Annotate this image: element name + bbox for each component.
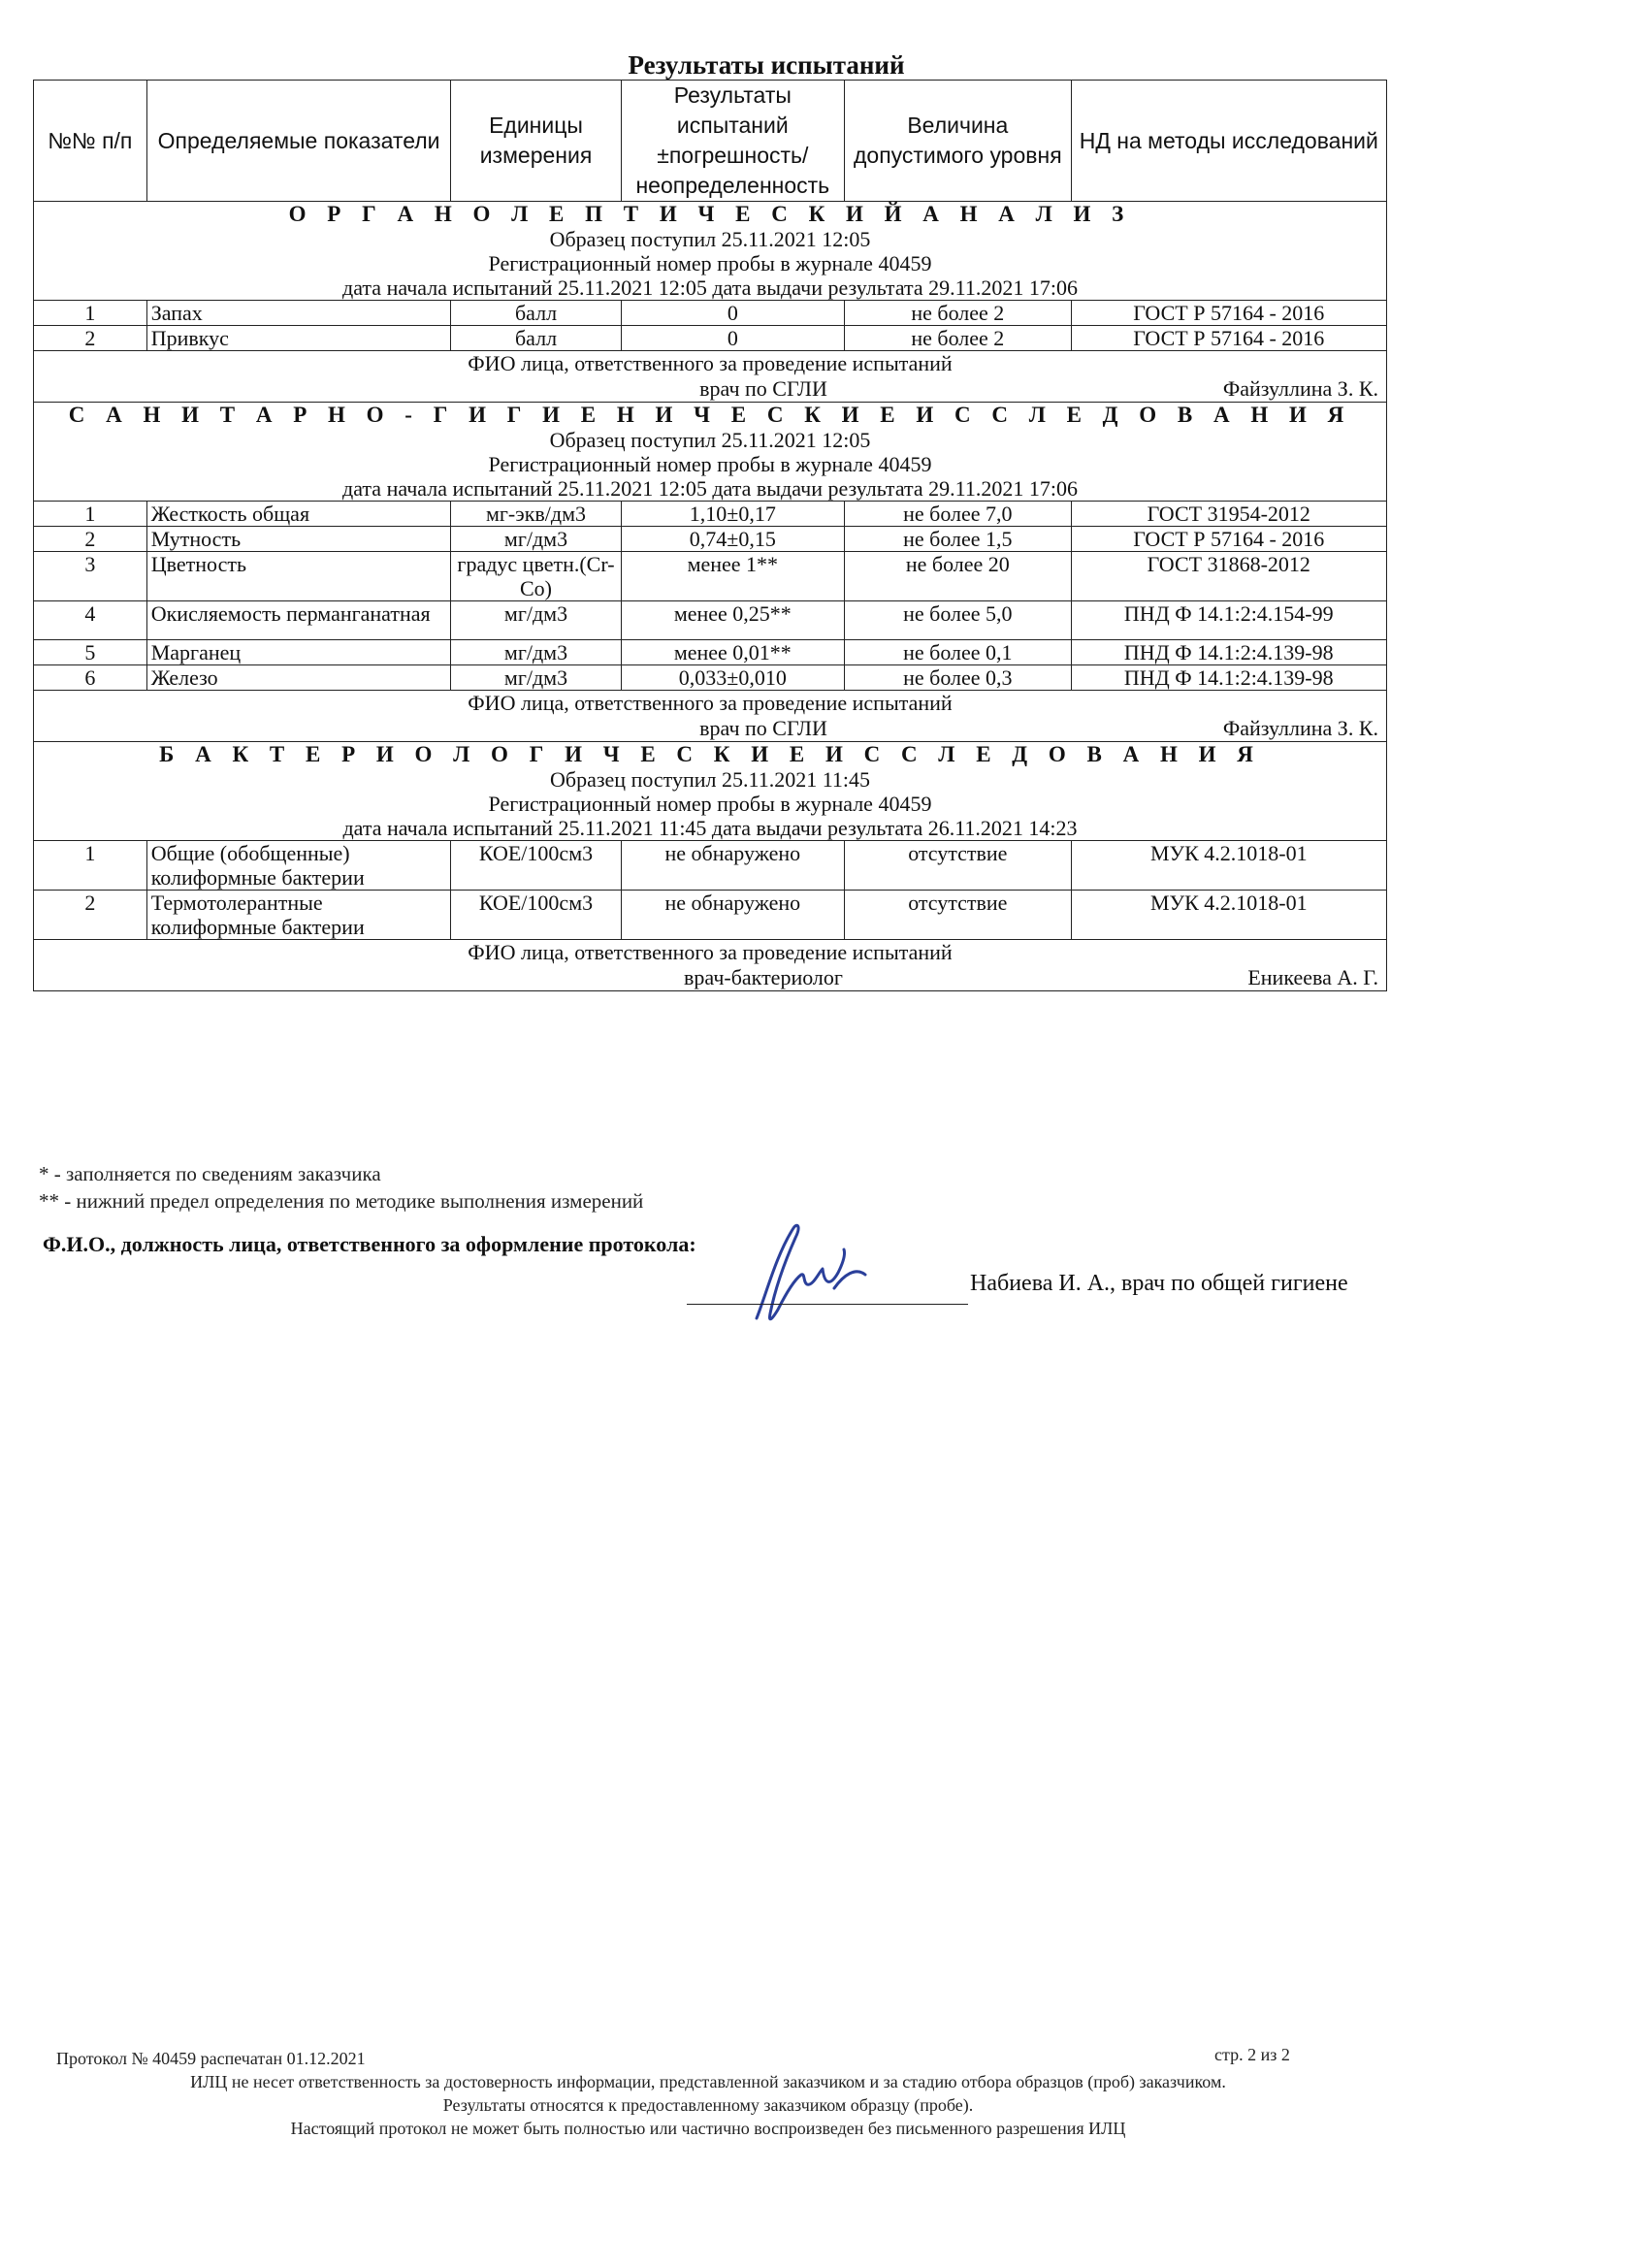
sample-received: Образец поступил 25.11.2021 12:05: [549, 428, 871, 452]
row-units: КОЕ/100см3: [451, 891, 621, 940]
row-method: МУК 4.2.1018-01: [1071, 841, 1386, 891]
row-units: мг/дм3: [451, 640, 621, 665]
row-allowed-level: не более 1,5: [845, 527, 1071, 552]
header-units: Единицы измерения: [451, 81, 621, 202]
row-indicator: Привкус: [146, 326, 451, 351]
responsible-row: [34, 691, 1387, 742]
responsible-label: ФИО лица, ответственного за проведение испытаний: [468, 351, 953, 375]
responsible-cell: [34, 691, 1387, 742]
responsible-row: [34, 351, 1387, 403]
row-number: 1: [34, 301, 147, 326]
row-method: ГОСТ 31868-2012: [1071, 552, 1386, 601]
row-indicator: Мутность: [146, 527, 451, 552]
row-number: 4: [34, 601, 147, 640]
table-row: [34, 326, 1387, 351]
row-result: не обнаружено: [621, 841, 845, 891]
row-number: 6: [34, 665, 147, 691]
responsible-role: врач по СГЛИ: [699, 376, 827, 401]
test-dates: дата начала испытаний 25.11.2021 12:05 дата выдачи результата 29.11.2021 17:06: [342, 476, 1078, 501]
row-method: ПНД Ф 14.1:2:4.154-99: [1071, 601, 1386, 640]
row-indicator: Марганец: [146, 640, 451, 665]
responsible-cell: [34, 351, 1387, 403]
table-body: [34, 202, 1387, 991]
row-indicator: Железо: [146, 665, 451, 691]
row-allowed-level: не более 7,0: [845, 502, 1071, 527]
header-indicator: Определяемые показатели: [146, 81, 451, 202]
registration-number: Регистрационный номер пробы в журнале 40459: [488, 792, 932, 816]
row-result: менее 0,25**: [621, 601, 845, 640]
registration-number: Регистрационный номер пробы в журнале 40459: [488, 452, 932, 476]
table-header-row: [34, 81, 1387, 202]
registration-number: Регистрационный номер пробы в журнале 40459: [488, 251, 932, 275]
row-result: 0: [621, 326, 845, 351]
section-header-row: [34, 403, 1387, 502]
handwritten-signature: [737, 1216, 873, 1333]
responsible-label: ФИО лица, ответственного за проведение испытаний: [468, 691, 953, 715]
table-row: [34, 640, 1387, 665]
sample-received: Образец поступил 25.11.2021 11:45: [550, 767, 870, 792]
table-row: [34, 301, 1387, 326]
row-units: балл: [451, 301, 621, 326]
row-allowed-level: отсутствие: [845, 841, 1071, 891]
footnote-lower-limit: ** - нижний предел определения по методике выполнения измерений: [39, 1189, 644, 1213]
row-units: градус цветн.(Cr-Co): [451, 552, 621, 601]
row-units: мг/дм3: [451, 527, 621, 552]
responsible-role: врач по СГЛИ: [699, 716, 827, 740]
section-title: О Р Г А Н О Л Е П Т И Ч Е С К И Й А Н А Л И З: [288, 202, 1132, 226]
row-result: 0: [621, 301, 845, 326]
footnote-customer-data: * - заполняется по сведениям заказчика: [39, 1162, 381, 1185]
responsible-label: ФИО лица, ответственного за проведение испытаний: [468, 940, 953, 964]
row-method: ГОСТ 31954-2012: [1071, 502, 1386, 527]
responsible-line: [38, 376, 1382, 402]
header-allowed-level: Величина допустимого уровня: [845, 81, 1071, 202]
table-row: [34, 665, 1387, 691]
footer-disclaimer-3: Настоящий протокол не может быть полностью или частично воспроизведен без письменного разрешения ИЛЦ: [290, 2119, 1126, 2138]
table-row: [34, 527, 1387, 552]
responsible-name: Еникеева А. Г.: [1247, 965, 1378, 989]
table-row: [34, 552, 1387, 601]
row-units: мг/дм3: [451, 665, 621, 691]
footer-page-number: стр. 2 из 2: [1214, 2045, 1290, 2064]
row-units: мг/дм3: [451, 601, 621, 640]
row-units: КОЕ/100см3: [451, 841, 621, 891]
section-title: С А Н И Т А Р Н О - Г И Г И Е Н И Ч Е С К И Е И С С Л Е Д О В А Н И Я: [68, 403, 1352, 427]
header-number: №№ п/п: [34, 81, 147, 202]
row-units: балл: [451, 326, 621, 351]
protocol-responsible-label: Ф.И.О., должность лица, ответственного за оформление протокола:: [43, 1232, 696, 1256]
test-dates: дата начала испытаний 25.11.2021 12:05 дата выдачи результата 29.11.2021 17:06: [342, 275, 1078, 300]
row-method: ГОСТ Р 57164 - 2016: [1071, 301, 1386, 326]
row-number: 1: [34, 841, 147, 891]
row-result: 0,74±0,15: [621, 527, 845, 552]
row-number: 2: [34, 527, 147, 552]
table-row: [34, 841, 1387, 891]
row-number: 5: [34, 640, 147, 665]
row-result: 0,033±0,010: [621, 665, 845, 691]
protocol-responsible-name: Набиева И. А., врач по общей гигиене: [970, 1271, 1348, 1296]
test-dates: дата начала испытаний 25.11.2021 11:45 дата выдачи результата 26.11.2021 14:23: [342, 816, 1078, 840]
row-number: 2: [34, 326, 147, 351]
footer-disclaimer-1: ИЛЦ не несет ответственность за достоверность информации, представленной заказчиком и за стадию отбора образцов (проб) заказчиком.: [190, 2072, 1226, 2091]
row-indicator: Цветность: [146, 552, 451, 601]
row-indicator: Общие (обобщенные) колиформные бактерии: [146, 841, 451, 891]
responsible-line: [38, 965, 1382, 990]
sample-received: Образец поступил 25.11.2021 12:05: [549, 227, 871, 251]
section-header-row: [34, 202, 1387, 301]
page-title: Результаты испытаний: [628, 50, 905, 80]
row-result: 1,10±0,17: [621, 502, 845, 527]
row-number: 3: [34, 552, 147, 601]
responsible-cell: [34, 940, 1387, 991]
footer-protocol-number: Протокол № 40459 распечатан 01.12.2021: [56, 2049, 366, 2068]
row-method: ГОСТ Р 57164 - 2016: [1071, 326, 1386, 351]
row-allowed-level: отсутствие: [845, 891, 1071, 940]
row-allowed-level: не более 0,1: [845, 640, 1071, 665]
header-method: НД на методы исследований: [1071, 81, 1386, 202]
row-method: МУК 4.2.1018-01: [1071, 891, 1386, 940]
signature-line: [687, 1304, 968, 1305]
row-indicator: Запах: [146, 301, 451, 326]
responsible-role: врач-бактериолог: [684, 965, 843, 989]
responsible-name: Файзуллина З. К.: [1222, 376, 1378, 401]
results-table: [33, 80, 1387, 991]
responsible-line: [38, 716, 1382, 741]
row-allowed-level: не более 20: [845, 552, 1071, 601]
table-row: [34, 502, 1387, 527]
footer-disclaimer-2: Результаты относятся к предоставленному заказчиком образцу (пробе).: [442, 2095, 974, 2115]
header-results: Результаты испытаний ±погрешность/ неопределенность: [621, 81, 845, 202]
responsible-name: Файзуллина З. К.: [1222, 716, 1378, 740]
row-indicator: Окисляемость перманганатная: [146, 601, 451, 640]
row-allowed-level: не более 2: [845, 326, 1071, 351]
row-method: ПНД Ф 14.1:2:4.139-98: [1071, 640, 1386, 665]
row-indicator: Жесткость общая: [146, 502, 451, 527]
section-header: [34, 202, 1387, 301]
row-allowed-level: не более 2: [845, 301, 1071, 326]
row-result: менее 0,01**: [621, 640, 845, 665]
section-header: [34, 742, 1387, 841]
row-indicator: Термотолерантные колиформные бактерии: [146, 891, 451, 940]
row-number: 1: [34, 502, 147, 527]
table-row: [34, 891, 1387, 940]
table-row: [34, 601, 1387, 640]
row-result: менее 1**: [621, 552, 845, 601]
responsible-row: [34, 940, 1387, 991]
row-method: ГОСТ Р 57164 - 2016: [1071, 527, 1386, 552]
row-units: мг-экв/дм3: [451, 502, 621, 527]
row-method: ПНД Ф 14.1:2:4.139-98: [1071, 665, 1386, 691]
row-number: 2: [34, 891, 147, 940]
section-title: Б А К Т Е Р И О Л О Г И Ч Е С К И Е И С С Л Е Д О В А Н И Я: [159, 742, 1261, 766]
row-allowed-level: не более 5,0: [845, 601, 1071, 640]
section-header-row: [34, 742, 1387, 841]
row-allowed-level: не более 0,3: [845, 665, 1071, 691]
row-result: не обнаружено: [621, 891, 845, 940]
section-header: [34, 403, 1387, 502]
